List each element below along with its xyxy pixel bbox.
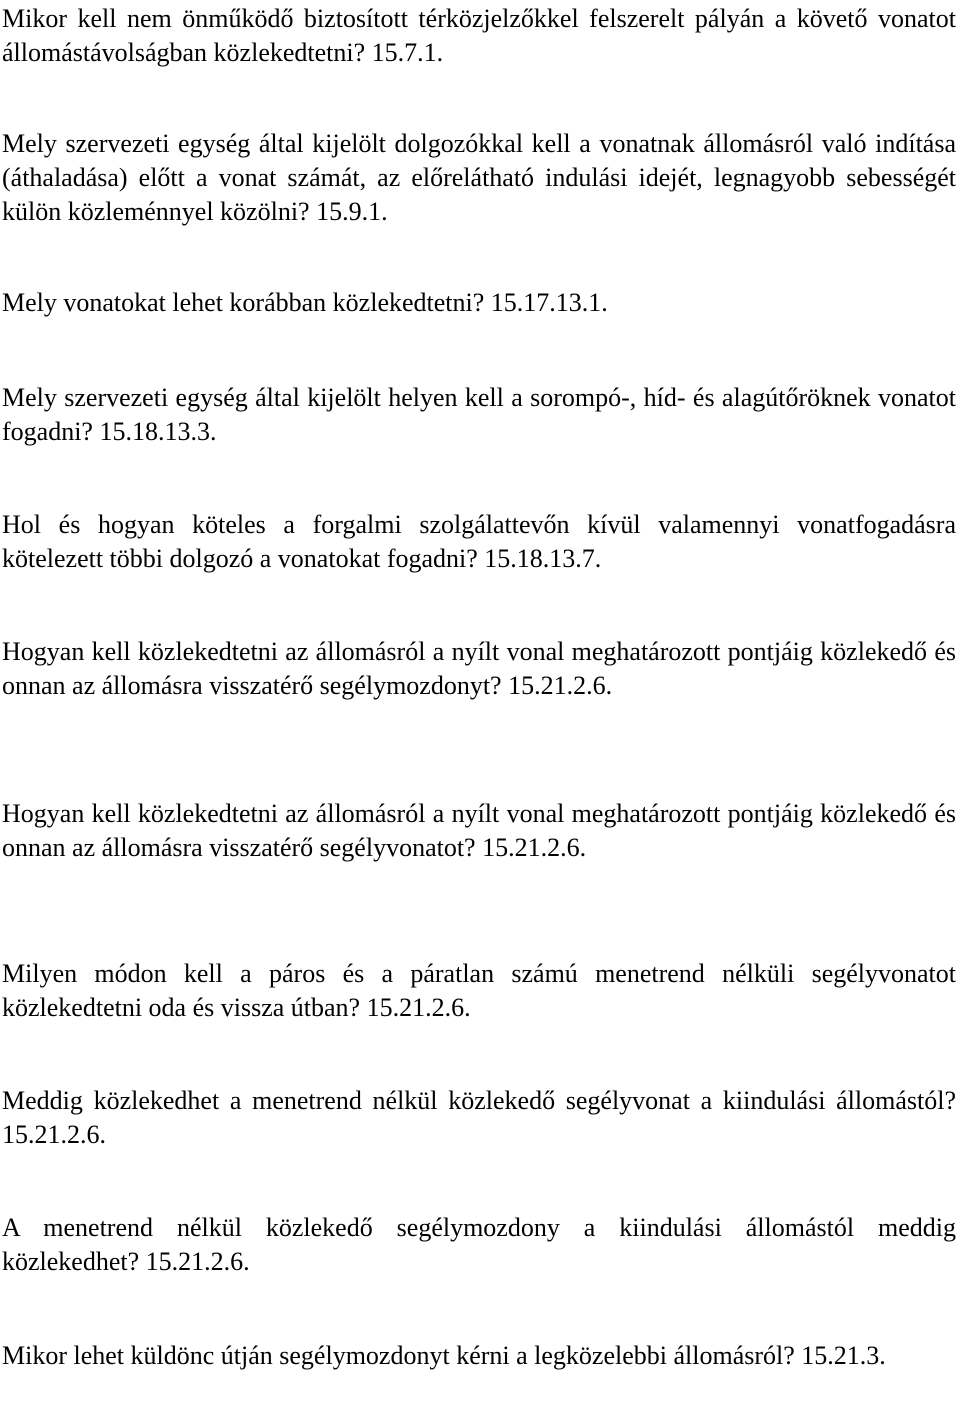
question-7: Hogyan kell közlekedtetni az állomásról a nyílt vonal meghatározott pontjáig közlekedő és onnan az állomásra visszatérő segélyvonatot? 15.21.2.6. [2, 799, 956, 862]
question-5: Hol és hogyan köteles a forgalmi szolgálattevőn kívül valamennyi vonatfogadásra kötelezett többi dolgozó a vonatokat fogadni? 15.18.13.7. [2, 510, 956, 573]
question-4: Mely szervezeti egység által kijelölt helyen kell a sorompó-, híd- és alagútőröknek vonatot fogadni? 15.18.13.3. [2, 383, 956, 446]
question-11: Mikor lehet küldönc útján segélymozdonyt kérni a legközelebbi állomásról? 15.21.3. [2, 1341, 886, 1370]
question-9: Meddig közlekedhet a menetrend nélkül közlekedő segélyvonat a kiindulási állomástól? 15.21.2.6. [2, 1086, 956, 1149]
question-3: Mely vonatokat lehet korábban közlekedtetni? 15.17.13.1. [2, 288, 608, 317]
question-1: Mikor kell nem önműködő biztosított térközjelzőkkel felszerelt pályán a követő vonatot állomástávolságban közlekedtetni? 15.7.1. [2, 4, 956, 67]
question-10: A menetrend nélkül közlekedő segélymozdony a kiindulási állomástól meddig közlekedhet? 15.21.2.6. [2, 1213, 956, 1276]
question-8: Milyen módon kell a páros és a páratlan számú menetrend nélküli segélyvonatot közlekedtetni oda és vissza útban? 15.21.2.6. [2, 959, 956, 1022]
question-6: Hogyan kell közlekedtetni az állomásról a nyílt vonal meghatározott pontjáig közlekedő és onnan az állomásra visszatérő segélymozdonyt? 15.21.2.6. [2, 637, 956, 700]
question-2: Mely szervezeti egység által kijelölt dolgozókkal kell a vonatnak állomásról való indítása (áthaladása) előtt a vonat számát, az előrelátható indulási idejét, legnagyobb sebességét külön közleménnyel közölni? 15.9.1. [2, 129, 956, 226]
